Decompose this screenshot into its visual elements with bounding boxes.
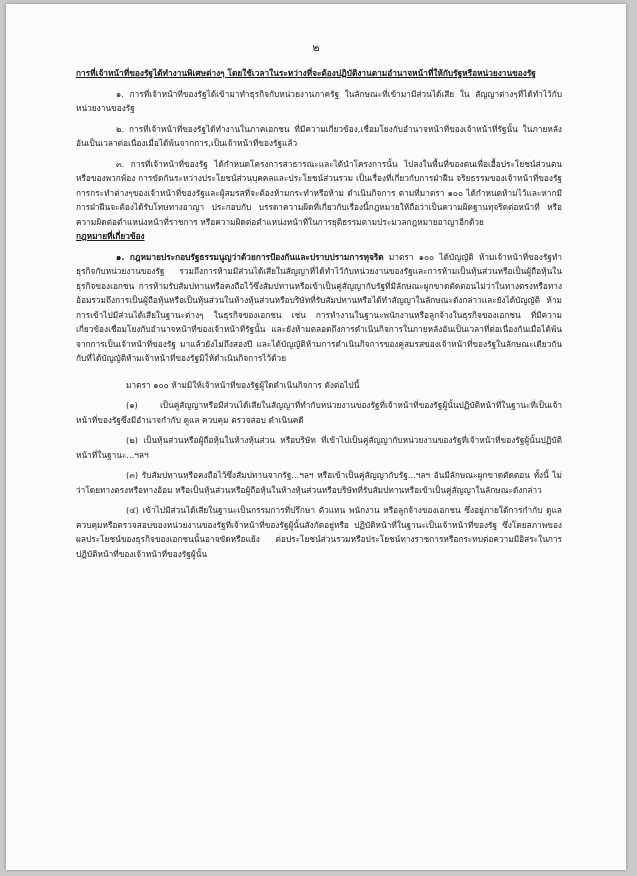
section-heading: การที่เจ้าหน้าที่ของรัฐได้ทำงานพิเศษต่างๆ โดยใช้เวลาในระหว่างที่จะต้องปฏิบัติงานตามอำนาจหน้าที่ให้กับรัฐหรือหน่วยงานของรัฐ	[76, 68, 536, 78]
section-100-intro: มาตรา ๑๐๐ ห้ามมิให้เจ้าหน้าที่ของรัฐผู้ใดดำเนินกิจการ ดังต่อไปนี้	[126, 379, 360, 390]
clause-3: (๓) รับสัมปทานหรือคงถือไว้ซึ่งสัมปทานจากรัฐ...ฯลฯ หรือเข้าเป็นคู่สัญญากับรัฐ...ฯลฯ อันมีลักษณะผูกขาดตัดตอน ทั้งนี้ ไม่ว่าโดยทางตรงหรือทางอ้อม หรือเป็นหุ้นส่วนหรือผู้ถือหุ้นในห้างหุ้นส่วนหรือบริษัทที่รับสัมปทานหรือเข้าเป็นคู่สัญญาในลักษณะดังกล่าว	[76, 470, 562, 495]
document-page	[6, 4, 626, 870]
page-number: ๒	[312, 41, 320, 54]
law-title: ๑. กฎหมายประกอบรัฐธรรมนูญว่าด้วยการป้องกันและปราบปรามการทุจริต	[116, 251, 384, 262]
law-body: มาตรา ๑๐๐ ได้บัญญัติ ห้ามเจ้าหน้าที่ของรัฐทำธุรกิจกับหน่วยงานของรัฐ รวมถึงการห้ามมีส่วนได้เสียในสัญญาที่ได้ทำไว้กับหน่วยงานของรัฐและการห้ามเป็นหุ้นส่วนหรือเป็นผู้ถือหุ้นในธุรกิจของเอกชน การห้ามรับสัมปทานหรือคงถือไว้ซึ่งสัมปทานหรือเข้าเป็นคู่สัญญากับรัฐที่มีลักษณะผูกขาดตัดตอนไม่ว่าในทางตรงหรือทางอ้อมรวมถึงการเป็นผู้ถือหุ้นหรือเป็นหุ้นส่วนในห้างหุ้นส่วนหรือบริษัทที่รับสัมปทานหรือได้ทำสัญญาในลักษณะดังกล่าวและยังได้บัญญัติ ห้ามการเข้าไปมีส่วนได้เสียในฐานะต่างๆ ในธุรกิจของเอกชน เช่น การทำงานในฐานะพนักงานหรือลูกจ้างในธุรกิจของเอกชน ที่มีความเกี่ยวข้องเชื่อมโยงกับอำนาจหน้าที่ของเจ้าหน้าที่รัฐนั้น และยังห้ามตลอดถึงการดำเนินกิจการในภายหลังอันเป็นเวลาที่ต่อเนื่องกันเมื่อได้พ้นจากการเป็นเจ้าหน้าที่ของรัฐ มาแล้วยังไม่ถึงสองปี และได้บัญญัติห้ามการดำเนินกิจการของคู่สมรสของเจ้าหน้าที่ของรัฐในลักษณะเดียวกันกับที่ได้บัญญัติห้ามเจ้าหน้าที่ของรัฐมิให้ดำเนินกิจการไว้ด้วย	[76, 251, 562, 363]
paragraph-item-2: ๒. การที่เจ้าหน้าที่ของรัฐได้ทำงานในภาคเอกชน ที่มีความเกี่ยวข้อง,เชื่อมโยงกับอำนาจหน้าที่ของเจ้าหน้าที่รัฐนั้น ในภายหลังอันเป็นเวลาต่อเนื่องเมื่อได้พ้นจากการ,เป็นเจ้าหน้าที่ของรัฐแล้ว	[76, 123, 562, 148]
clause-2: (๒) เป็นหุ้นส่วนหรือผู้ถือหุ้นในห้างหุ้นส่วน หรือบริษัท ที่เข้าไปเป็นคู่สัญญากับหน่วยงานของรัฐที่เจ้าหน้าที่ของรัฐผู้นั้นปฏิบัติหน้าที่ในฐานะ...ฯลฯ	[76, 435, 562, 460]
law-paragraph	[76, 250, 562, 366]
related-law-heading: กฎหมายที่เกี่ยวข้อง	[76, 231, 145, 241]
paragraph-item-3: ๓. การที่เจ้าหน้าที่ของรัฐ ได้กำหนดโครงการสาธารณะและได้นำโครงการนั้น ไปลงในพื้นที่ของตนเพื่อเอื้อประโยชน์ส่วนตนหรือของพวกพ้อง การขัดกันระหว่างประโยชน์ส่วนบุคคลและประโยชน์ส่วนรวม เป็นเรื่องที่เกี่ยวกับการฝ่าฝืน จริยธรรมของเจ้าหน้าที่ของรัฐ การกระทำต่างๆของเจ้าหน้าที่ของรัฐและผู้สมรสที่จะต้องห้ามกระทำหรือห้าม ดำเนินกิจการ ตามที่มาตรา ๑๐๐ ได้กำหนดห้ามไว้และหากมีการฝ่าฝืนจะต้องได้รับโทษทางอาญา ประกอบกับ บรรดาความผิดที่เกี่ยวกับเรื่องนี้กฎหมายให้ถือว่าเป็นความผิดฐานทุจริตต่อหน้าที่ หรือความผิดต่อตำแหน่งหน้าที่ราชการ หรือความผิดต่อตำแหน่งหน้าที่ในการยุติธรรมตามประมวลกฎหมายอาญาอีกด้วย	[76, 158, 562, 227]
document-body	[76, 66, 562, 561]
paragraph-item-1: ๑. การที่เจ้าหน้าที่ของรัฐได้เข้ามาทำธุรกิจกับหน่วยงานภาครัฐ ในลักษณะที่เข้ามามีส่วนได้เสีย ใน สัญญาต่างๆที่ได้ทำไว้กับหน่วยงานของรัฐ	[76, 88, 562, 113]
clause-4: (๔) เข้าไปมีส่วนได้เสียในฐานะเป็นกรรมการที่ปรึกษา ตัวแทน พนักงาน หรือลูกจ้างของเอกชน ซึ่งอยู่ภายใต้การกำกับ ดูแล ควบคุมหรือตรวจสอบของหน่วยงานของรัฐที่เจ้าหน้าที่ของรัฐผู้นั้นสังกัดอยู่หรือ ปฏิบัติหน้าที่ในฐานะเป็นเจ้าหน้าที่ของรัฐ ซึ่งโดยสภาพของผลประโยชน์ของธุรกิจของเอกชนนั้นอาจขัดหรือแย้ง ต่อประโยชน์ส่วนรวมหรือประโยชน์ทางราชการหรือกระทบต่อความมีอิสระในการปฏิบัติหน้าที่ของเจ้าหน้าที่ของรัฐผู้นั้น	[76, 505, 562, 559]
clause-1: (๑) เป็นคู่สัญญาหรือมีส่วนได้เสียในสัญญาที่ทำกับหน่วยงานของรัฐที่เจ้าหน้าที่ของรัฐผู้นั้นปฏิบัติหน้าที่ในฐานะที่เป็นเจ้าหน้าที่ของรัฐซึ่งมีอำนาจกำกับ ดูแล ควบคุม ตรวจสอบ ดำเนินคดี	[76, 400, 562, 425]
